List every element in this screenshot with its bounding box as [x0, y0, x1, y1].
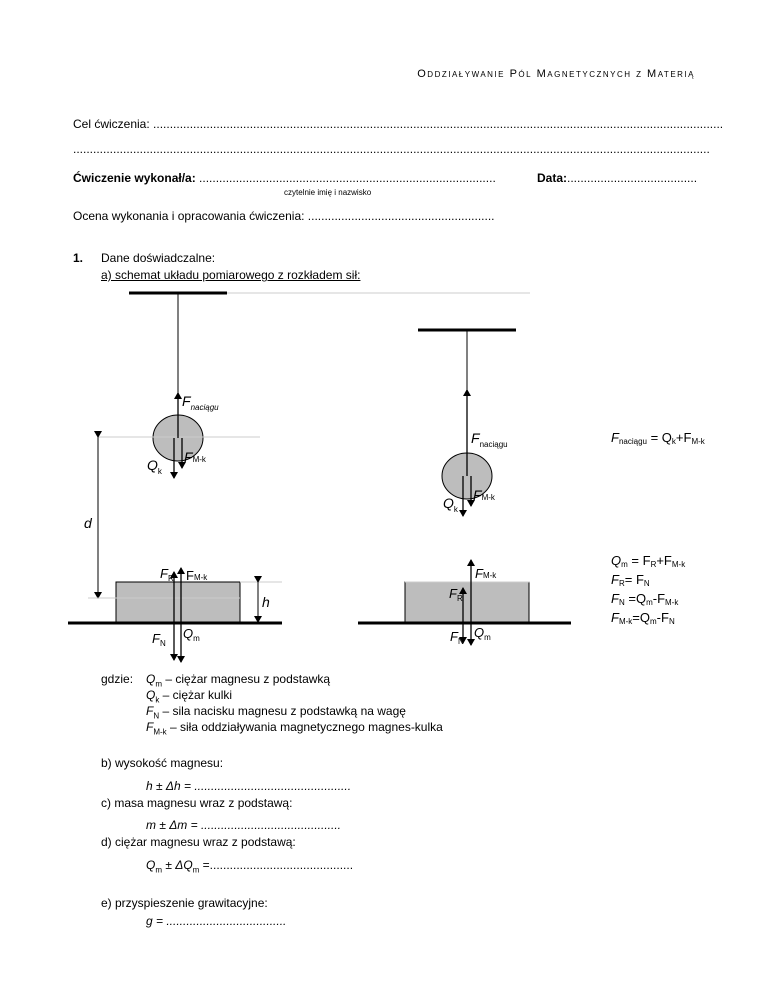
legend-gdzie: gdzie: [101, 672, 134, 686]
cel-field[interactable]: ........................................................................................................................................................................... [153, 117, 724, 131]
label-fmk-ball-right: FM-k [473, 487, 495, 503]
page-title: Oddziaływanie Pól Magnetycznych z Materią [417, 68, 695, 80]
sub-d-label: d) ciężar magnesu wraz z podstawą: [101, 835, 296, 849]
section-number: 1. [73, 251, 84, 265]
label-qk-right: $Q_k$ [443, 495, 458, 514]
wykonal-label: Ćwiczenie wykonał/a: [73, 171, 200, 185]
magnet-right [405, 582, 529, 622]
label-fmk-ball-left: FM-k [184, 449, 206, 465]
label-qm-right: $Q_m$ [474, 625, 491, 642]
equation-fn: FN =Qm-FM-k [611, 591, 679, 607]
legend-item-fmk: $F_{M-k}$ – siła oddziaływania magnetycznego magnes-kulka [146, 720, 443, 737]
label-fmk-magnet-left: FM-k [186, 568, 208, 583]
ocena-field[interactable]: ........................................................ [307, 209, 495, 223]
label-fn-left: $F_N$ [152, 631, 166, 648]
label-fn-right: $F_N$ [450, 629, 464, 646]
data-label: Data: [537, 171, 568, 185]
label-d: d [84, 515, 92, 531]
label-h: h [262, 594, 270, 610]
label-fmk-magnet-right: FM-k [475, 566, 497, 581]
equation-fr: FR= FN [611, 572, 650, 588]
wykonal-field[interactable]: ......................................................................................... [199, 171, 496, 185]
magnet-left [116, 582, 240, 622]
sub-b-field[interactable]: h ± Δh = ............................................... [146, 779, 352, 793]
legend-item-qk: $Q_k$ – ciężar kulki [146, 688, 233, 705]
sub-b-label: b) wysokość magnesu: [101, 756, 224, 770]
label-fr-left: $F_R$ [160, 566, 174, 583]
cel-field-2[interactable]: ............................................................................................................................................................................................... [73, 142, 710, 156]
sub-d-field[interactable]: $Q_m \pm \Delta Q_m$ =........................................... [146, 858, 354, 875]
sub-e-label: e) przyspieszenie grawitacyjne: [101, 896, 268, 910]
label-qk-left: $Q_k$ [147, 457, 162, 476]
equation-qm: Qm = FR+FM-k [611, 553, 686, 569]
label-fr-right: $F_R$ [449, 586, 463, 603]
sub-c-field[interactable]: m ± Δm = .......................................... [146, 818, 341, 832]
label-f-naciagu-left: $F_{naciągu}$ [182, 393, 219, 412]
data-field[interactable]: ....................................... [567, 171, 698, 185]
ocena-label: Ocena wykonania i opracowania ćwiczenia: [73, 209, 308, 223]
wykonal-hint: czytelnie imię i nazwisko [284, 188, 372, 197]
legend-item-qm: $Q_m$ – ciężar magnesu z podstawką [146, 672, 331, 689]
section-heading: Dane doświadczalne: [101, 251, 216, 265]
sub-e-field[interactable]: g = .................................... [146, 914, 287, 928]
sub-c-label: c) masa magnesu wraz z podstawą: [101, 796, 293, 810]
equation-f-naciagu: Fnaciągu = Qk+FM-k [611, 430, 705, 446]
label-qm-left: $Q_m$ [183, 626, 200, 643]
legend-item-fn: $F_N$ – sila nacisku magnesu z podstawką na wagę [146, 704, 406, 721]
equation-fmk: FM-k=Qm-FN [611, 610, 675, 626]
label-f-naciagu-right: $F_{naciągu}$ [471, 430, 508, 449]
sub-a-heading: a) schemat układu pomiarowego z rozkładem sił: [101, 268, 361, 282]
cel-label: Cel ćwiczenia: [73, 117, 154, 131]
